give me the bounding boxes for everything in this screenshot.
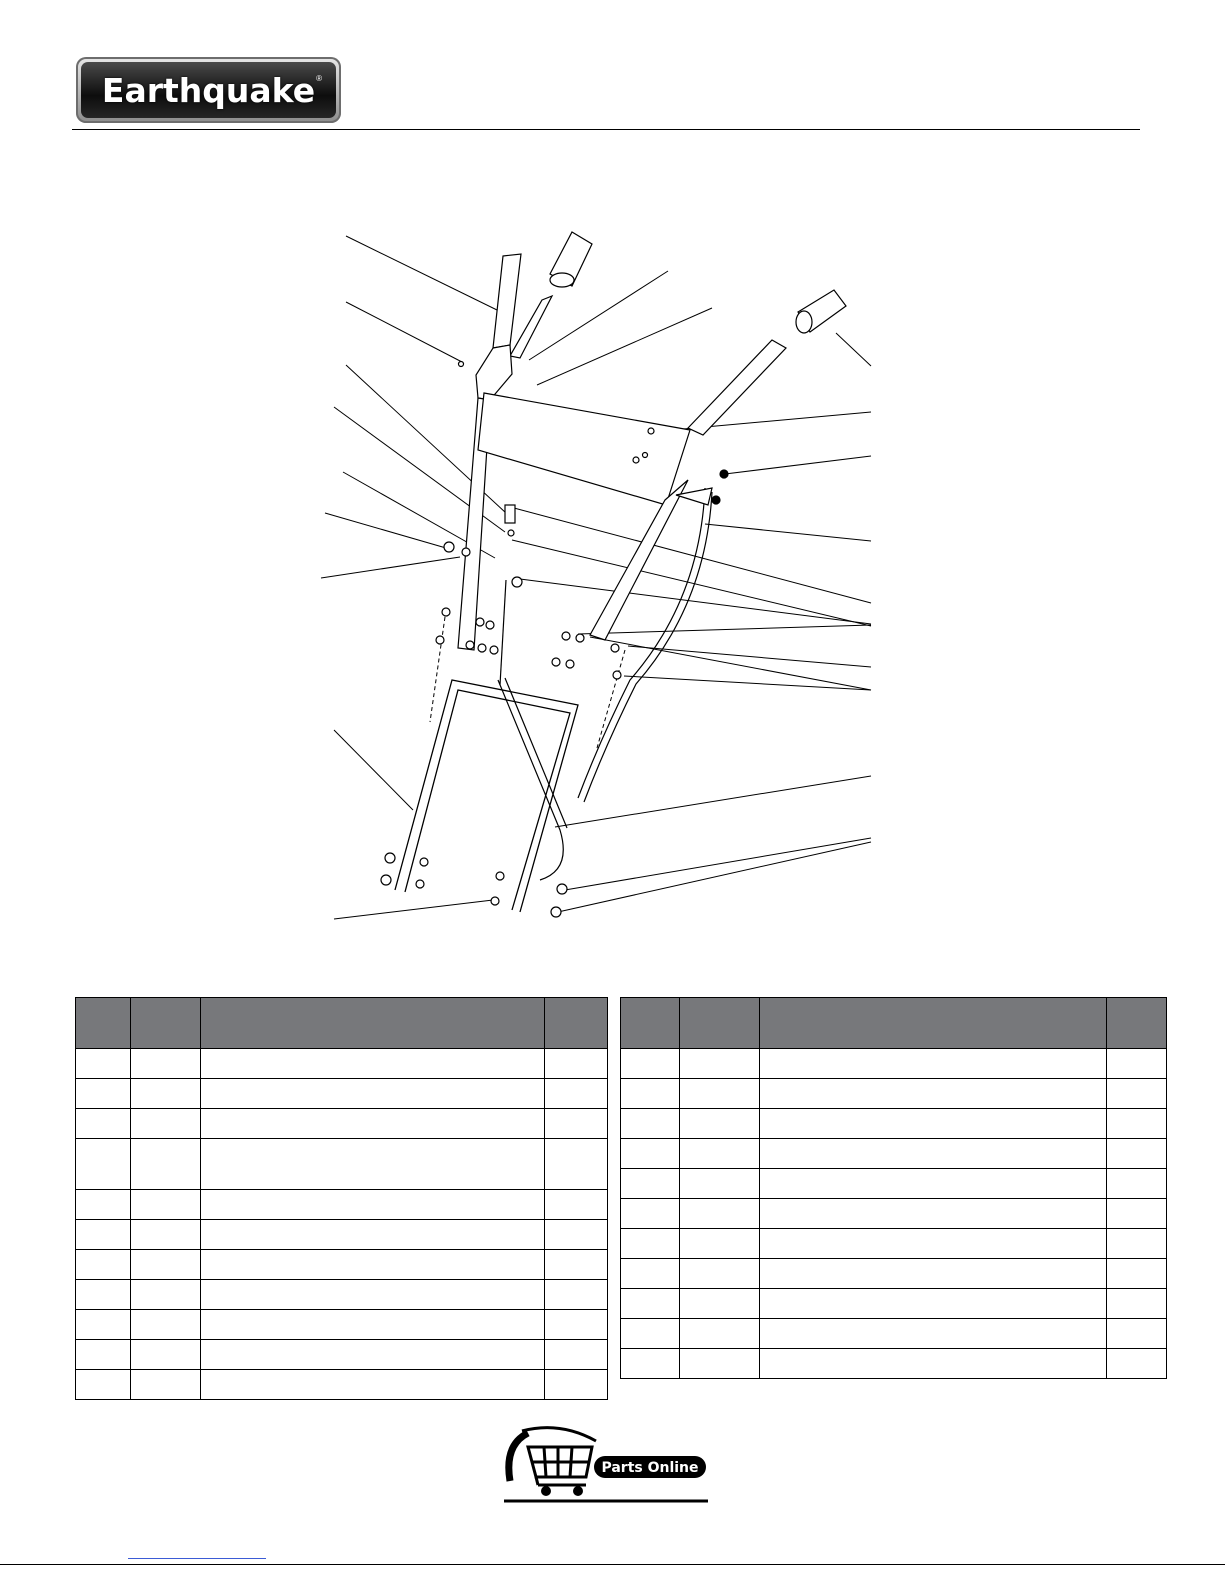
- cell: [759, 1319, 1106, 1349]
- header-part-no: [130, 998, 200, 1049]
- cell: [545, 1220, 608, 1250]
- cell: [621, 1289, 680, 1319]
- cell: [1107, 1349, 1167, 1379]
- cell: [1107, 1049, 1167, 1079]
- cell: [621, 1109, 680, 1139]
- header-description: [200, 998, 544, 1049]
- cell: [76, 1109, 131, 1139]
- cell: [679, 1259, 759, 1289]
- cell: [76, 1310, 131, 1340]
- cell: [621, 1319, 680, 1349]
- control-cable: [500, 488, 712, 802]
- table-header: [76, 998, 608, 1049]
- table-row: [76, 1139, 608, 1190]
- cell: [679, 1079, 759, 1109]
- cell: [545, 1109, 608, 1139]
- cell: [200, 1370, 544, 1400]
- cell: [76, 1190, 131, 1220]
- header-description: [759, 998, 1106, 1049]
- cell: [130, 1310, 200, 1340]
- table-row: [76, 1340, 608, 1370]
- cell: [200, 1190, 544, 1220]
- cell: [76, 1340, 131, 1370]
- cell: [76, 1220, 131, 1250]
- table-row: [76, 1370, 608, 1400]
- cell: [200, 1109, 544, 1139]
- cell: [1107, 1289, 1167, 1319]
- cell: [621, 1139, 680, 1169]
- table-row: [621, 1259, 1167, 1289]
- right-grip: [796, 290, 846, 333]
- cell: [200, 1139, 544, 1190]
- header-ref: [76, 998, 131, 1049]
- cell: [130, 1220, 200, 1250]
- cell: [1107, 1109, 1167, 1139]
- cross-panel: [478, 393, 690, 505]
- header-qty: [1107, 998, 1167, 1049]
- parts-table-right: [620, 997, 1167, 1379]
- cell: [200, 1079, 544, 1109]
- cell: [200, 1280, 544, 1310]
- shopping-cart-icon: [500, 1425, 712, 1505]
- cell: [621, 1169, 680, 1199]
- cell: [1107, 1229, 1167, 1259]
- header-ref: [621, 998, 680, 1049]
- table-row: [621, 1079, 1167, 1109]
- table-row: [621, 1349, 1167, 1379]
- table-row: [76, 1109, 608, 1139]
- cell: [130, 1370, 200, 1400]
- cell: [200, 1310, 544, 1340]
- cell: [1107, 1259, 1167, 1289]
- cell: [130, 1280, 200, 1310]
- cell: [759, 1049, 1106, 1079]
- parts-online-label: Parts Online: [601, 1460, 699, 1476]
- table-row: [76, 1049, 608, 1079]
- cell: [621, 1079, 680, 1109]
- footer-divider: [0, 1564, 1225, 1565]
- cell: [545, 1139, 608, 1190]
- cell: [621, 1049, 680, 1079]
- brand-name: Earthquake: [101, 70, 316, 110]
- cell: [1107, 1139, 1167, 1169]
- cell: [545, 1049, 608, 1079]
- cell: [679, 1199, 759, 1229]
- cell: [200, 1049, 544, 1079]
- cell: [621, 1259, 680, 1289]
- cell: [76, 1049, 131, 1079]
- cell: [130, 1340, 200, 1370]
- cell: [200, 1250, 544, 1280]
- header-part-no: [679, 998, 759, 1049]
- table-row: [76, 1310, 608, 1340]
- cell: [759, 1229, 1106, 1259]
- parts-online-link[interactable]: [500, 1425, 712, 1505]
- registered-mark: ®: [316, 74, 322, 83]
- table-row: [621, 1319, 1167, 1349]
- cell: [1107, 1079, 1167, 1109]
- cell: [679, 1109, 759, 1139]
- cell: [200, 1220, 544, 1250]
- table-row: [621, 1049, 1167, 1079]
- cell: [130, 1190, 200, 1220]
- cell: [621, 1349, 680, 1379]
- table-header: [621, 998, 1167, 1049]
- cell: [679, 1139, 759, 1169]
- cell: [759, 1079, 1106, 1109]
- cell: [759, 1259, 1106, 1289]
- cell: [545, 1370, 608, 1400]
- table-row: [621, 1199, 1167, 1229]
- cell: [759, 1139, 1106, 1169]
- cell: [679, 1289, 759, 1319]
- cell: [545, 1340, 608, 1370]
- cell: [76, 1280, 131, 1310]
- table-row: [621, 1139, 1167, 1169]
- cell: [679, 1049, 759, 1079]
- cell: [200, 1340, 544, 1370]
- cell: [545, 1250, 608, 1280]
- parts-table-left: [75, 997, 608, 1400]
- cell: [1107, 1319, 1167, 1349]
- cell: [759, 1109, 1106, 1139]
- table-row: [76, 1250, 608, 1280]
- cell: [759, 1169, 1106, 1199]
- cell: [759, 1199, 1106, 1229]
- cell: [545, 1280, 608, 1310]
- cell: [1107, 1199, 1167, 1229]
- table-row: [621, 1229, 1167, 1259]
- cell: [621, 1199, 680, 1229]
- table-row: [621, 1289, 1167, 1319]
- cell: [679, 1319, 759, 1349]
- cell: [1107, 1169, 1167, 1199]
- table-row: [76, 1280, 608, 1310]
- cell: [679, 1349, 759, 1379]
- cell: [545, 1190, 608, 1220]
- cell: [621, 1229, 680, 1259]
- cell: [76, 1079, 131, 1109]
- table-row: [76, 1190, 608, 1220]
- header-qty: [545, 998, 608, 1049]
- cell: [76, 1250, 131, 1280]
- cell: [130, 1079, 200, 1109]
- lower-frame: [395, 680, 578, 912]
- footer-hyperlink[interactable]: [128, 1558, 266, 1559]
- cell: [130, 1109, 200, 1139]
- table-row: [621, 1169, 1167, 1199]
- cell: [76, 1370, 131, 1400]
- table-row: [76, 1220, 608, 1250]
- cell: [76, 1139, 131, 1190]
- table-row: [76, 1079, 608, 1109]
- cell: [759, 1349, 1106, 1379]
- cell: [679, 1169, 759, 1199]
- cell: [759, 1289, 1106, 1319]
- table-row: [621, 1109, 1167, 1139]
- cell: [545, 1079, 608, 1109]
- cell: [130, 1139, 200, 1190]
- cell: [679, 1229, 759, 1259]
- cell: [130, 1250, 200, 1280]
- cell: [130, 1049, 200, 1079]
- left-grip: [550, 232, 592, 287]
- cell: [545, 1310, 608, 1340]
